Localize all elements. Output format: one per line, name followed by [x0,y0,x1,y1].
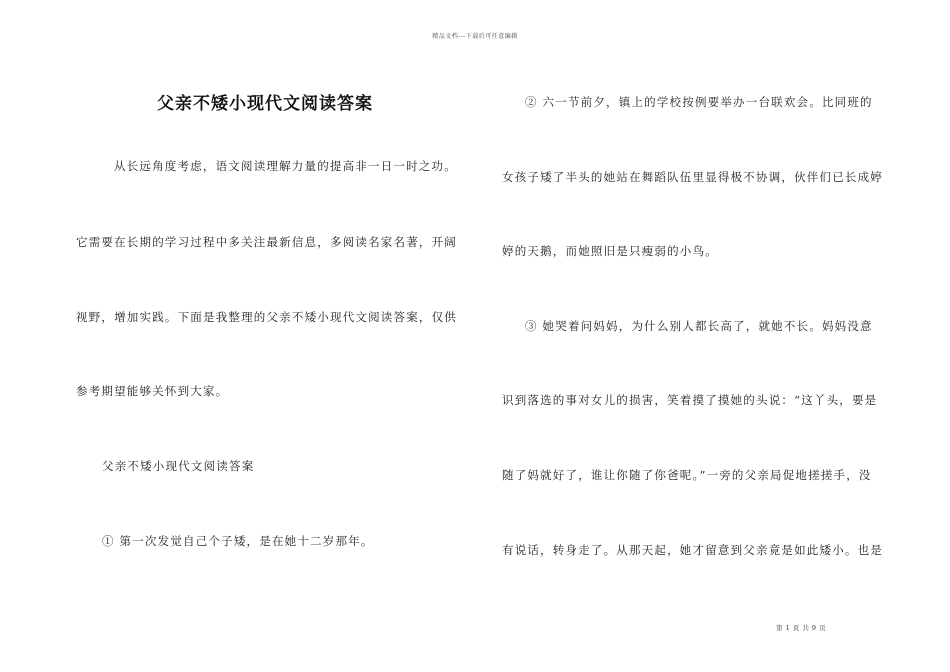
left-paragraph-line-2: 它需要在长期的学习过程中多关注最新信息，多阅读名家名著，开阔 [76,235,457,249]
right-paragraph-line-1: ② 六一节前夕，镇上的学校按例要举办一台联欢会。比同班的 [525,95,873,109]
right-paragraph-line-6: 随了妈就好了，谁让你随了你爸呢。”一旁的父亲局促地搓搓手，没 [502,468,872,482]
right-paragraph-line-7: 有说话，转身走了。从那天起，她才留意到父亲竟是如此矮小。也是 [502,543,883,557]
left-paragraph-line-6: ① 第一次发觉自己个子矮，是在她十二岁那年。 [102,534,374,548]
document-title: 父亲不矮小现代文阅读答案 [157,94,373,114]
left-paragraph-line-3: 视野，增加实践。下面是我整理的父亲不矮小现代文阅读答案，仅供 [76,310,457,324]
page-indicator: 第 1 页 共 9 页 [776,624,827,632]
right-paragraph-line-5: 识到落选的事对女儿的损害，笑着摸了摸她的头说：“这丫头，要是 [502,393,878,407]
left-paragraph-line-4: 参考期望能够关怀到大家。 [76,384,229,398]
right-paragraph-line-3: 婷的天鹅，而她照旧是只瘦弱的小鸟。 [502,244,718,258]
page-header-note: 精品文档---下载后可任意编辑 [432,33,518,40]
right-paragraph-line-2: 女孩子矮了半头的她站在舞蹈队伍里显得极不协调，伙伴们已长成婷 [502,170,883,184]
right-paragraph-line-4: ③ 她哭着问妈妈，为什么别人都长高了，就她不长。妈妈没意 [525,319,873,333]
subheading: 父亲不矮小现代文阅读答案 [102,459,255,473]
left-paragraph-line-1: 从长远角度考虑，语文阅读理解力量的提高非一日一时之功。 [114,159,457,173]
